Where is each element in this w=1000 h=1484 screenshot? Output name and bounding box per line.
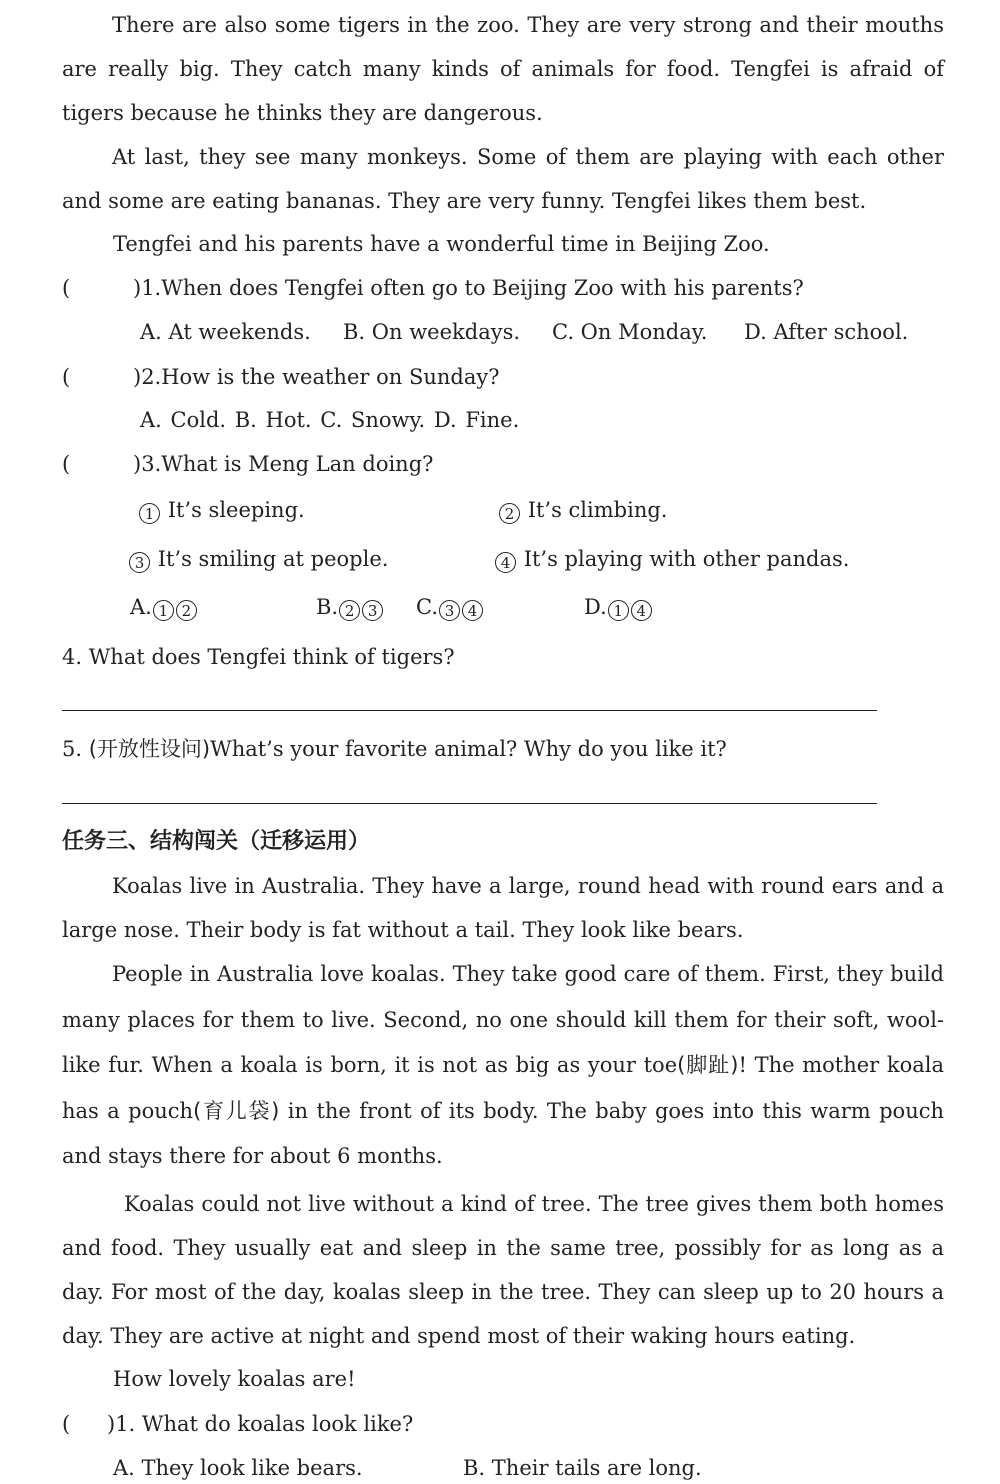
- q1-option-b[interactable]: B. On weekdays.: [343, 320, 521, 344]
- answer-bracket-q3[interactable]: (: [62, 452, 71, 476]
- q3-statement-3: 3 It’s smiling at people.: [128, 547, 388, 573]
- q3-option-c[interactable]: C. 3 4: [416, 595, 484, 621]
- q3-option-b[interactable]: B. 2 3: [316, 595, 384, 621]
- q3-statement-1: 1 It’s sleeping.: [138, 498, 305, 524]
- circled-number: 4: [462, 600, 483, 621]
- question-3: )3.What is Meng Lan doing?: [133, 452, 434, 476]
- circled-number: 2: [499, 503, 520, 524]
- question-4: 4. What does Tengfei think of tigers?: [62, 645, 455, 669]
- paragraph-koalas-care: People in Australia love koalas. They take good care of them. First, they build many places for them to live. Second, no one should kill them for their soft, wool-like fur. When a koala is born, it is not as big as your toe(脚趾)! The mother koala has a pouch(育儿袋) in the front of its body. The baby goes into this warm pouch and stays there for about 6 months.: [62, 962, 945, 1168]
- q2-options[interactable]: A. Cold. B. Hot. C. Snowy. D. Fine.: [140, 408, 520, 432]
- answer-line-q4[interactable]: [62, 710, 877, 711]
- paragraph-tigers: There are also some tigers in the zoo. They are very strong and their mouths are really big. They catch many kinds of animals for food. Tengfei is afraid of tigers because he thinks they are dangerous.: [62, 13, 944, 125]
- circled-number: 2: [176, 600, 197, 621]
- section-heading: 任务三、结构闯关（迁移运用）: [62, 829, 371, 854]
- question-1: )1.When does Tengfei often go to Beijing Zoo with his parents?: [133, 276, 804, 300]
- q1-option-d[interactable]: D. After school.: [744, 320, 909, 344]
- paragraph-monkeys: At last, they see many monkeys. Some of them are playing with each other and some are eating bananas. They are very funny. Tengfei likes them best.: [62, 145, 944, 213]
- q1-option-a[interactable]: A. At weekends.: [140, 320, 311, 344]
- circled-number: 1: [608, 600, 629, 621]
- answer-line-q5[interactable]: [62, 803, 877, 804]
- paragraph-closing: Tengfei and his parents have a wonderful time in Beijing Zoo.: [113, 232, 770, 256]
- circled-number: 3: [362, 600, 383, 621]
- paragraph-koalas-appearance: Koalas live in Australia. They have a large, round head with round ears and a large nose. Their body is fat without a tail. They look like bears.: [62, 874, 944, 942]
- question-5: 5. (开放性设问)What’s your favorite animal? Why do you like it?: [62, 737, 727, 761]
- q3-option-d[interactable]: D. 1 4: [584, 595, 653, 621]
- q3-statement-4: 4 It’s playing with other pandas.: [494, 547, 849, 573]
- circled-number: 1: [153, 600, 174, 621]
- circled-number: 3: [129, 552, 150, 573]
- circled-number: 4: [631, 600, 652, 621]
- answer-bracket-q2[interactable]: (: [62, 365, 71, 389]
- paragraph-koalas-tree: Koalas could not live without a kind of tree. The tree gives them both homes and food. They usually eat and sleep in the same tree, possibly for as long as a day. For most of the day, koalas sleep in the tree. They can sleep up to 20 hours a day. They are active at night and spend most of their waking hours eating.: [62, 1192, 944, 1348]
- circled-number: 1: [139, 503, 160, 524]
- question-2: )2.How is the weather on Sunday?: [133, 365, 500, 389]
- s3-question-1: )1. What do koalas look like?: [107, 1412, 414, 1436]
- answer-bracket-s3-q1[interactable]: (: [62, 1412, 71, 1436]
- circled-number: 2: [339, 600, 360, 621]
- s3-q1-option-a[interactable]: A. They look like bears.: [113, 1456, 363, 1480]
- s3-q1-option-b[interactable]: B. Their tails are long.: [463, 1456, 702, 1480]
- circled-number: 4: [495, 552, 516, 573]
- answer-bracket-q1[interactable]: (: [62, 276, 71, 300]
- q1-option-c[interactable]: C. On Monday.: [552, 320, 708, 344]
- circled-number: 3: [439, 600, 460, 621]
- q3-option-a[interactable]: A. 1 2: [130, 595, 198, 621]
- q3-statement-2: 2 It’s climbing.: [498, 498, 667, 524]
- paragraph-koalas-closing: How lovely koalas are!: [113, 1367, 356, 1391]
